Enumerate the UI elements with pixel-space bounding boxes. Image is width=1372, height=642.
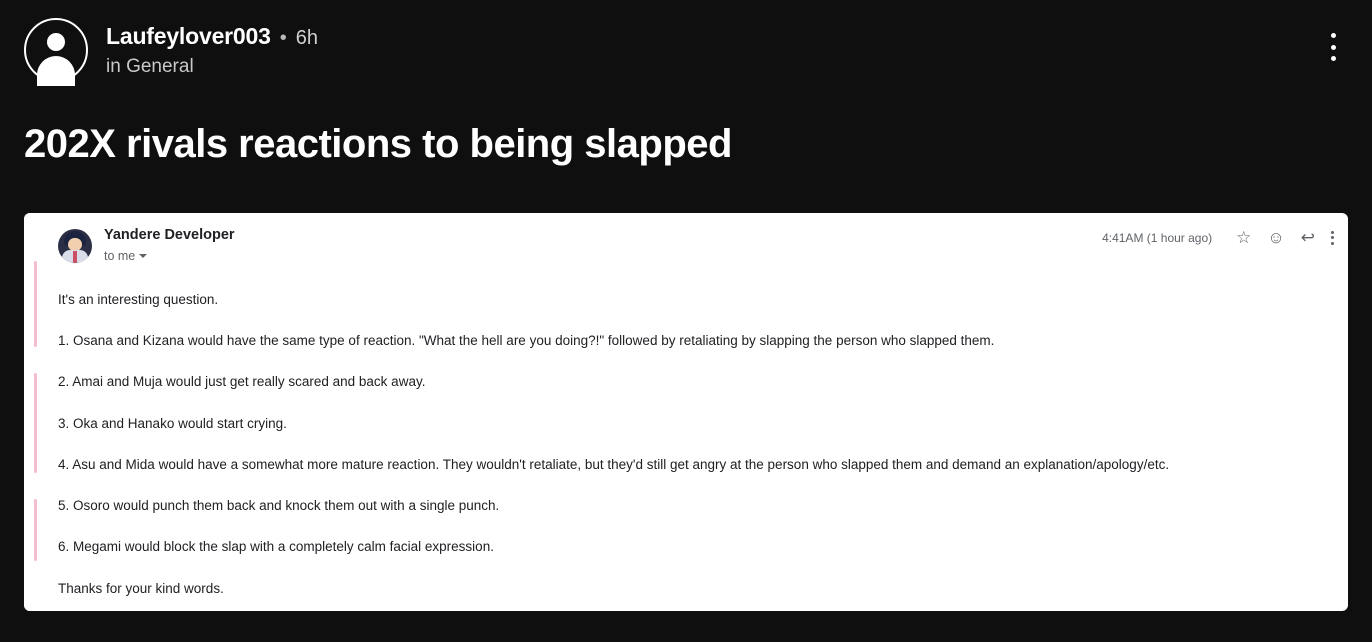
page-title: 202X rivals reactions to being slapped (24, 122, 732, 166)
avatar-tie (73, 251, 77, 263)
stripe-mark (34, 499, 37, 561)
author-line (106, 22, 318, 51)
email-actions (1102, 229, 1334, 246)
sender-block (104, 227, 235, 263)
kebab-menu-icon[interactable] (1320, 30, 1346, 64)
email-paragraph: 1. Osana and Kizana would have the same type of reaction. "What the hell are you doing?!" followed by retaliating by slapping the person who slapped them. (58, 333, 995, 349)
stripe-mark (34, 373, 37, 473)
email-side-stripe (24, 213, 46, 611)
kebab-menu-icon[interactable] (1331, 231, 1334, 245)
author-block (106, 18, 318, 79)
kebab-dot (1331, 236, 1334, 239)
separator-dot: • (279, 27, 287, 49)
embedded-email-screenshot[interactable] (24, 213, 1348, 611)
chevron-down-icon[interactable] (139, 254, 147, 258)
email-paragraph: 5. Osoro would punch them back and knock them out with a single punch. (58, 498, 500, 514)
email-paragraph: Thanks for your kind words. (58, 580, 224, 596)
star-icon[interactable]: ☆ (1236, 228, 1252, 247)
recipient-label: to me (104, 249, 136, 264)
kebab-dot (1331, 45, 1336, 50)
stripe-mark (34, 261, 37, 347)
emoji-react-icon[interactable]: ☺ (1267, 228, 1285, 247)
email-header (58, 227, 1334, 269)
avatar[interactable] (24, 18, 88, 82)
kebab-dot (1331, 242, 1334, 245)
email-paragraph: 3. Oka and Hanako would start crying. (58, 415, 287, 431)
recipient-line[interactable] (104, 249, 235, 263)
post-timestamp: 6h (295, 27, 318, 49)
forum-label[interactable]: in General (106, 56, 194, 77)
kebab-dot (1331, 231, 1334, 234)
email-paragraph: 4. Asu and Mida would have a somewhat more mature reaction. They wouldn't retaliate, but they'd still get angry at the person who slapped them and demand an explanation/apology/etc. (58, 456, 1170, 472)
email-paragraph: It's an interesting question. (58, 292, 219, 307)
author-name[interactable]: Laufeylover003 (106, 23, 271, 49)
kebab-dot (1331, 33, 1336, 38)
email-timestamp: 4:41AM (1 hour ago) (1102, 230, 1213, 245)
email-content (58, 227, 1334, 598)
reply-icon[interactable]: ↩ (1300, 228, 1315, 247)
kebab-dot (1331, 56, 1336, 61)
sender-name: Yandere Developer (104, 227, 235, 243)
email-paragraph: 6. Megami would block the slap with a completely calm facial expression. (58, 539, 494, 555)
post-header (0, 0, 1372, 82)
sender-avatar[interactable] (58, 229, 92, 263)
email-body (58, 291, 1334, 598)
email-paragraph: 2. Amai and Muja would just get really scared and back away. (58, 374, 426, 390)
